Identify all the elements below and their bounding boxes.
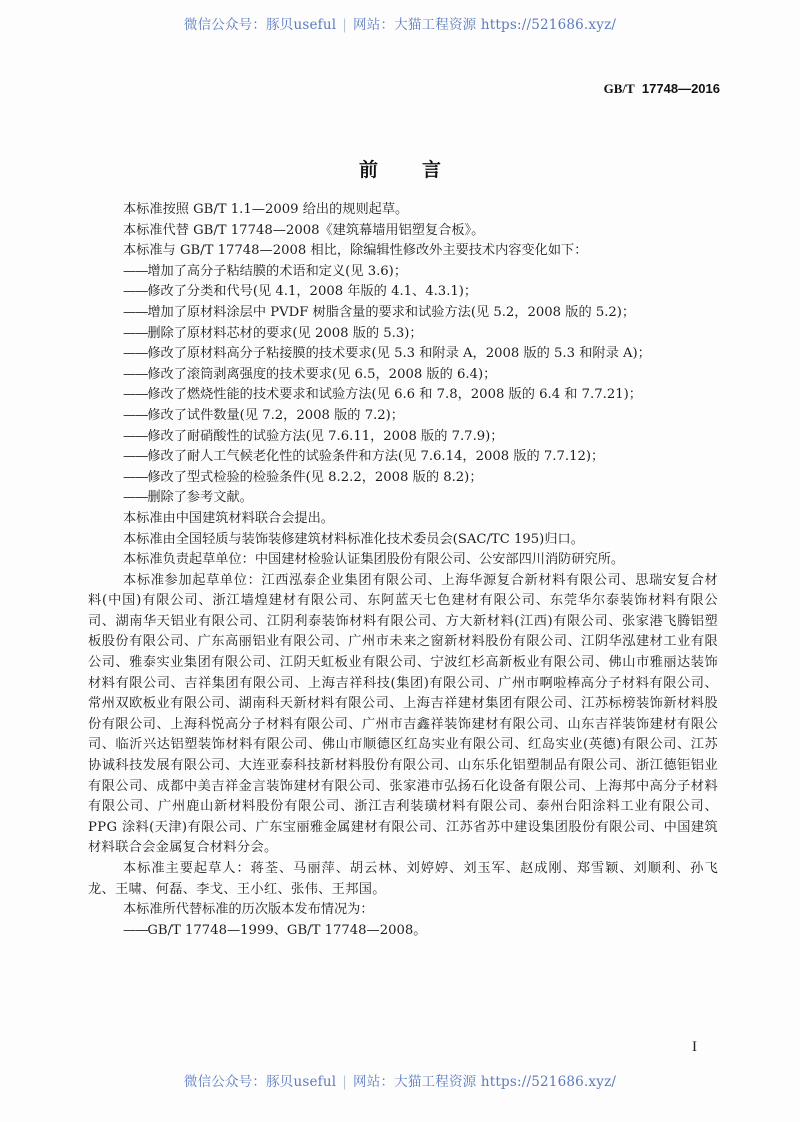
- standard-code: [604, 81, 720, 97]
- dash-prefix: ——: [123, 304, 148, 320]
- watermark-site: 网站：大猫工程资源 https://521686.xyz/: [353, 1074, 617, 1090]
- history-versions: ——GB/T 17748—1999、GB/T 17748—2008。: [123, 922, 427, 938]
- change-item: ——增加了原材料涂层中 PVDF 树脂含量的要求和试验方法(见 5.2，2008 版的 5.2)；: [123, 304, 636, 320]
- dash-prefix: ——: [123, 263, 148, 279]
- proposer-paragraph: 本标准由中国建筑材料联合会提出。: [123, 510, 334, 526]
- changes-intro-paragraph: 本标准与 GB/T 17748—2008 相比，除编辑性修改外主要技术内容变化如下：: [123, 243, 588, 259]
- change-item: ——删除了原材料芯材的要求(见 2008 版的 5.3)；: [123, 325, 423, 341]
- replaces-paragraph: 本标准代替 GB/T 17748—2008《建筑幕墙用铝塑复合板》。: [123, 222, 485, 238]
- standard-prefix: GB/T: [603, 81, 635, 96]
- dash-prefix: ——: [123, 284, 148, 300]
- participating-drafters-paragraph: 本标准参加起草单位：江西泓泰企业集团有限公司、上海华源复合新材料有限公司、思瑞安复合材料(中国)有限公司、浙江墙煌建材有限公司、东阿蓝天七色建材有限公司、东莞华尔泰装饰材料有限公司、湖南华天铝业有限公司、江阴利泰装饰材料有限公司、方大新材料(江西)有限公司、张家港飞腾铝塑板股份有限公司、广东高丽铝业有限公司、广州市未来之窗新材料股份有限公司、江阴华泓建材工业有限公司、雅泰实业集团有限公司、江阴天虹板业有限公司、宁波红杉高新板业有限公司、佛山市雅丽达装饰材料有限公司、吉祥集团有限公司、上海吉祥科技(集团)有限公司、广州市啊啦棒高分子材料有限公司、常州双欧板业有限公司、湖南科天新材料有限公司、上海吉祥建材集团有限公司、江苏标榜装饰新材料股份有限公司、上海科悦高分子材料有限公司、广州市吉鑫祥装饰建材有限公司、山东吉祥装饰建材有限公司、临沂兴达铝塑装饰材料有限公司、佛山市顺德区红岛实业有限公司、红岛实业(英德)有限公司、江苏协诚科技发展有限公司、大连亚泰科技新材料股份有限公司、山东乐化铝塑制品有限公司、浙江德钜铝业有限公司、成都中美吉祥金言装饰建材有限公司、张家港市弘扬石化设备有限公司、上海邦中高分子材料有限公司、广州鹿山新材料股份有限公司、浙江吉利装璜材料有限公司、泰州台阳涂料工业有限公司、PPG 涂料(天津)有限公司、广东宝丽雅金属建材有限公司、江苏省苏中建设集团股份有限公司、中国建筑材料联合会金属复合材料分会。: [88, 572, 718, 856]
- administrator-paragraph: 本标准由全国轻质与装饰装修建筑材料标准化技术委员会(SAC/TC 195)归口。: [123, 531, 584, 547]
- dash-prefix: ——: [123, 469, 148, 485]
- change-item: ——增加了高分子粘结膜的术语和定义(见 3.6)；: [123, 263, 408, 279]
- watermark-wechat: 微信公众号：豚贝useful: [183, 1074, 337, 1090]
- page-title: 前言: [358, 159, 485, 181]
- dash-prefix: ——: [123, 407, 148, 423]
- drafting-rule-paragraph: 本标准按照 GB/T 1.1—2009 给出的规则起草。: [123, 202, 409, 217]
- dash-prefix: ——: [123, 387, 148, 403]
- change-item: ——修改了原材料高分子粘接膜的技术要求(见 5.3 和附录 A，2008 版的 5.3 和附录 A)；: [123, 346, 651, 362]
- change-item: ——修改了耐人工气候老化性的试验条件和方法(见 7.6.14，2008 版的 7.7.12)；: [123, 449, 605, 465]
- history-intro-paragraph: 本标准所代替标准的历次版本发布情况为：: [123, 902, 374, 918]
- watermark-separator: |: [342, 1074, 348, 1090]
- dash-prefix: ——: [123, 922, 148, 938]
- foreword-body: [88, 200, 718, 941]
- dash-prefix: ——: [123, 428, 148, 444]
- watermark-top: [0, 13, 800, 33]
- main-drafters-paragraph: 本标准主要起草人：蒋荃、马丽萍、胡云林、刘婷婷、刘玉军、赵成刚、郑雪颖、刘顺利、孙飞龙、王啸、何磊、李戈、王小红、张伟、王邦国。: [88, 861, 718, 897]
- change-item: ——修改了型式检验的检验条件(见 8.2.2，2008 版的 8.2)；: [123, 469, 483, 485]
- page-number: I: [692, 1039, 697, 1055]
- changes-list: [88, 262, 718, 509]
- watermark-site: 网站：大猫工程资源 https://521686.xyz/: [353, 17, 617, 33]
- dash-prefix: ——: [123, 490, 148, 506]
- dash-prefix: ——: [123, 449, 148, 465]
- change-item: ——修改了试件数量(见 7.2，2008 版的 7.2)；: [123, 407, 404, 423]
- change-item: ——修改了燃烧性能的技术要求和试验方法(见 6.6 和 7.8，2008 版的 6.4 和 7.7.21)；: [123, 387, 642, 403]
- change-item: ——修改了分类和代号(见 4.1，2008 年版的 4.1、4.3.1)；: [123, 284, 478, 300]
- dash-prefix: ——: [123, 325, 148, 341]
- lead-drafters-paragraph: 本标准负责起草单位：中国建材检验认证集团股份有限公司、公安部四川消防研究所。: [123, 552, 625, 568]
- change-item: ——修改了滚筒剥离强度的技术要求(见 6.5，2008 版的 6.4)；: [123, 366, 497, 382]
- watermark-wechat: 微信公众号：豚贝useful: [183, 17, 337, 33]
- standard-number: 17748—2016: [641, 81, 720, 96]
- dash-prefix: ——: [123, 366, 148, 382]
- change-item: ——删除了参考文献。: [123, 490, 253, 506]
- dash-prefix: ——: [123, 346, 148, 362]
- change-item: ——修改了耐硝酸性的试验方法(见 7.6.11，2008 版的 7.7.9)；: [123, 428, 504, 444]
- watermark-separator: |: [342, 17, 348, 33]
- watermark-bottom: [0, 1070, 800, 1090]
